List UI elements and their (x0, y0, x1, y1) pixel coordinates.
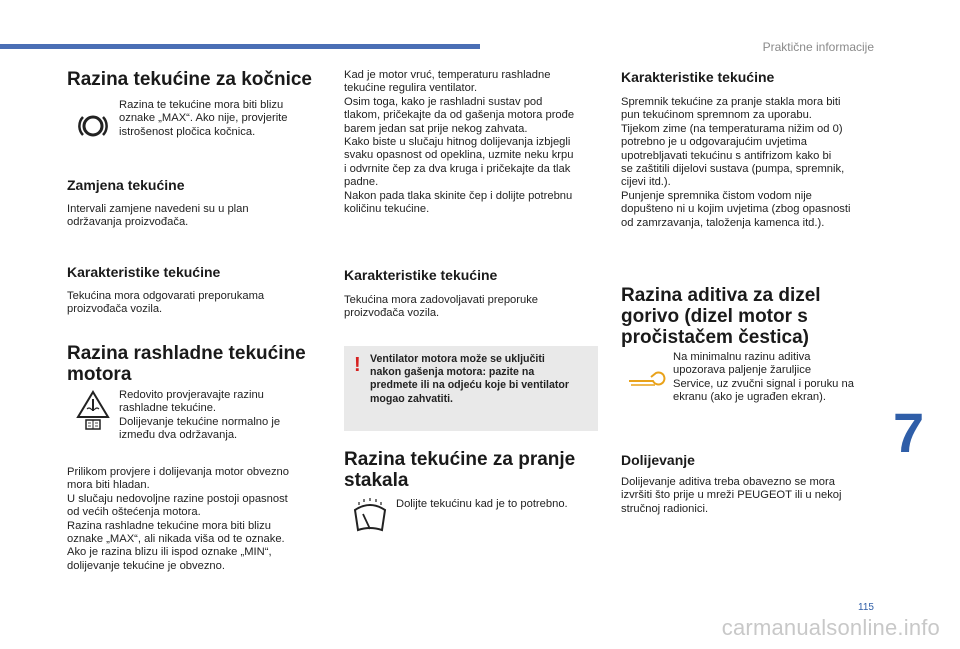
washer-title: Razina tekućine za pranje stakala (344, 449, 576, 491)
coolant-title: Razina rashladne tekućine motora (67, 343, 306, 385)
washer-block (344, 496, 594, 536)
warning-exclamation-icon: ! (354, 354, 361, 376)
watermark: carmanualsonline.info (721, 615, 940, 640)
characteristics-title-1: Karakteristike tekućine (67, 264, 221, 280)
additive-block (621, 351, 876, 405)
chapter-number: 7 (893, 401, 925, 464)
topup-text: Dolijevanje aditiva treba obavezno se mora izvršiti što prije u mreži PEUGEOT ili u nekoj stručnoj radionici. (621, 476, 842, 515)
characteristics-title-3: Karakteristike tekućine (621, 69, 775, 85)
fan-warning-text: Ventilator motora može se uključiti nakon gašenja motora: pazite na predmete ili na odjeću koje bi ventilator mogao zahvatiti. (370, 353, 569, 405)
brake-warning-icon (67, 99, 119, 141)
washer-fluid-icon (344, 496, 396, 536)
characteristics-text-1: Tekućina mora odgovarati preporukama proizvođača vozila. (67, 290, 265, 316)
section-title: Praktične informacije (762, 40, 874, 54)
characteristics-text-3: Spremnik tekućine za pranje stakla mora biti pun tekućinom spremnom za uporabu. Tijekom zime (na temperaturama nižim od 0) potrebno je u odgovarajućim uvjetima upotrebljavati tekućinu s antifrizom kako bi se zaštitili dijelovi sustava (pumpa, spremnik, cijevi itd.). Punjenje spremnika čistom vodom nije dopušteno ni u kojim uvjetima (zbog opasnosti od zamrzavanja, taloženja kamenca itd.). (621, 96, 851, 229)
characteristics-title-2: Karakteristike tekućine (344, 267, 498, 283)
replacement-title: Zamjena tekućine (67, 177, 185, 193)
hot-engine-text: Kad je motor vruć, temperaturu rashladne tekućine regulira ventilator. Osim toga, kako je rashladni sustav pod tlakom, pričekajte da od gašenja motora prođe barem jedan sat prije nekog zahvata. Kako biste u slučaju hitnog dolijevanja izbjegli svaku opasnost od opeklina, uzmite neku krpu i odvrnite čep za dva kruga i pričekajte da tlak padne. Nakon pada tlaka skinite čep i dolijte potrebnu količinu tekućine. (344, 69, 575, 216)
coolant-body: Prilikom provjere i dolijevanja motor obvezno mora biti hladan. U slučaju nedovoljne razine postoji opasnost od većih oštećenja motora. Razina rashladne tekućine mora biti blizu oznake „MAX“, ali nikada viša od te oznake. Ako je razina blizu ili ispod oznake „MIN“, dolijevanje tekućine je obvezno. (67, 466, 289, 572)
wrench-service-icon (621, 351, 673, 387)
washer-text: Dolijte tekućinu kad je to potrebno. (396, 498, 568, 510)
brake-fluid-text: Razina te tekućine mora biti blizu oznake „MAX“. Ako nije, provjerite istrošenost pločica kočnica. (119, 99, 288, 138)
additive-title: Razina aditiva za dizel gorivo (dizel motor s pročistačem čestica) (621, 285, 821, 348)
brake-fluid-title: Razina tekućine za kočnice (67, 69, 312, 90)
additive-text: Na minimalnu razinu aditiva upozorava paljenje žaruljice Service, uz zvučni signal i poruku na ekranu (ako je ugrađen ekran). (673, 351, 854, 404)
fan-warning-notice (344, 346, 598, 431)
page-number: 115 (858, 602, 874, 613)
top-accent-bar (0, 44, 480, 49)
coolant-block (67, 389, 327, 443)
coolant-warning-icon (67, 389, 119, 431)
characteristics-text-2: Tekućina mora zadovoljavati preporuke proizvođača vozila. (344, 294, 539, 320)
brake-fluid-block (67, 99, 327, 141)
replacement-text: Intervali zamjene navedeni su u plan održavanja proizvođača. (67, 203, 249, 229)
coolant-text: Redovito provjeravajte razinu rashladne tekućine. Dolijevanje tekućine normalno je između dva održavanja. (119, 389, 281, 442)
topup-title: Dolijevanje (621, 452, 695, 468)
